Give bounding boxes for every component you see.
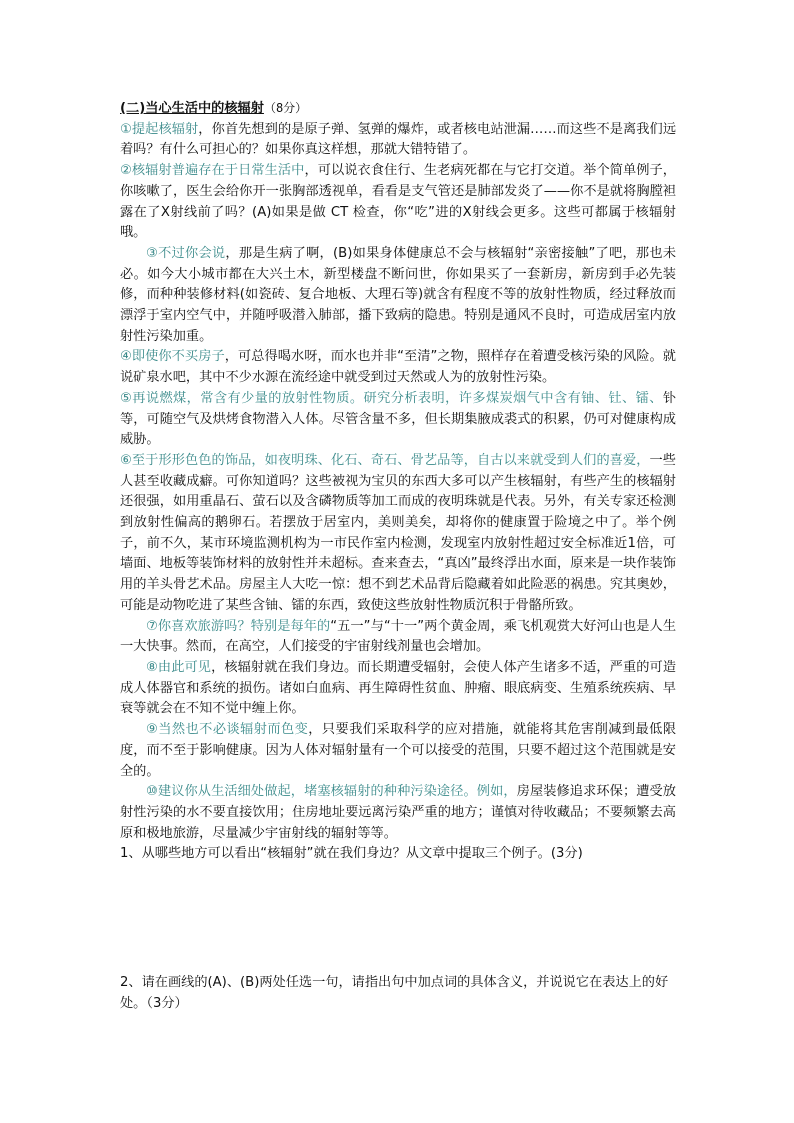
paragraph-4-lead: ④即使你不买房子 — [120, 349, 225, 365]
paragraph-9-lead: ⑨当然也不必谈辐射而色变 — [146, 722, 309, 738]
paragraph-2-lead: ②核辐射普遍存在于日常生活中 — [120, 163, 305, 179]
paragraph-6 — [120, 451, 676, 617]
paragraph-4 — [120, 347, 676, 388]
paragraph-9 — [120, 720, 676, 782]
paragraph-2 — [120, 161, 676, 244]
paragraph-5-rest: 钋等，可随空气及烘烤食物潜入人体。尽管含量不多，但长期集腋成裘式的积累，仍可对健康构成威胁。 — [120, 390, 676, 448]
paragraph-8-lead: ⑧由此可见 — [146, 659, 212, 675]
paragraph-7-rest: “五一”与“十一”两个黄金周，乘飞机观赏大好河山也是人生一大快事。然而，在高空，人们接受的宇宙射线剂量也会增加。 — [120, 618, 677, 655]
paragraph-10-lead: ⑩建议你从生活细处做起，堵塞核辐射的种种污染途径。例如， — [146, 784, 517, 800]
paragraph-6-lead: ⑥至于形形色色的饰品，如夜明珠、化石、奇石、骨艺品等，自古以来就受到人们的喜爱， — [120, 452, 650, 468]
paragraph-2-rest: ，可以说衣食住行、生老病死都在与它打交道。举个简单例子，你咳嗽了，医生会给你开一张胸部透视单，看看是支气管还是肺部发炎了——你不是就将胸膛袒露在了X射线前了吗？(A)如果是做 CT 检查，你“吃”进的X射线会更多。这些可都属于核辐射哦。 — [120, 163, 676, 241]
paragraph-8-rest: ，核辐射就在我们身边。而长期遭受辐射，会使人体产生诸多不适，严重的可造成人体器官和系统的损伤。诸如白血病、再生障碍性贫血、肿瘤、眼底病变、生殖系统疾病、早衰等就会在不知不觉中缠上你。 — [120, 659, 677, 717]
paragraph-8 — [120, 658, 676, 720]
paragraph-7 — [120, 617, 676, 658]
paragraph-9-rest: ，只要我们采取科学的应对措施，就能将其危害削减到最低限度，而不至于影响健康。因为人体对辐射量有一个可以接受的范围，只要不超过这个范围就是安全的。 — [120, 722, 677, 779]
paragraph-3-rest: ，那是生病了啊，(B)如果身体健康总不会与核辐射“亲密接触”了吧，那也未必。如今大小城市都在大兴土木，新型楼盘不断问世，你如果买了一套新房，新房到手必先装修，而种种装修材料(如瓷砖、复合地板、大理石等)就含有程度不等的放射性物质，经过释放而漂浮于室内空气中，并随呼吸潜入肺部，播下致病的隐患。特别是通风不良时，可造成居室内放射性污染加重。 — [120, 245, 677, 344]
paragraph-7-lead: ⑦你喜欢旅游吗？特别是每年的 — [146, 618, 331, 634]
paragraph-10 — [120, 782, 676, 844]
paragraph-1-lead: ①提起核辐射 — [120, 121, 199, 137]
section-title: (二)当心生活中的核辐射 — [120, 101, 264, 116]
paragraph-3-lead: ③不过你会说 — [146, 245, 226, 261]
section-heading — [120, 98, 676, 120]
paragraph-5-lead: ⑤再说燃煤，常含有少量的放射性物质。研究分析表明，许多煤炭烟气中含有铀、钍、镭、 — [120, 390, 663, 406]
paragraph-4-rest: ，可总得喝水呀，而水也并非“至清”之物，照样存在着遭受核污染的风险。就说矿泉水吧，其中不少水源在流经途中就受到过天然或人为的放射性污染。 — [120, 349, 676, 386]
paragraph-10-rest: 房屋装修追求环保；遭受放射性污染的水不要直接饮用；住房地址要远离污染严重的地方；谨慎对待收藏品；不要频繁去高原和极地旅游，尽量减少宇宙射线的辐射等等。 — [120, 784, 676, 841]
question-1: 1、从哪些地方可以看出“核辐射”就在我们身边？从文章中提取三个例子。(3分) — [120, 846, 583, 862]
paragraph-1 — [120, 120, 676, 161]
paragraph-3 — [120, 244, 676, 348]
section-score: （8分） — [263, 101, 308, 115]
paragraph-6-rest: 一些人甚至收藏成癖。可你知道吗？这些被视为宝贝的东西大多可以产生核辐射，有些产生的核辐射还很强，如用重晶石、萤石以及含磷物质等加工而成的夜明珠就是代表。另外，有关专家还检测到放射性偏高的鹅卵石。若摆放于居室内，美则美矣，却将你的健康置于险境之中了。举个例子，前不久，某市环境监测机构为一市民作室内检测，发现室内放射性超过安全标准近1倍，可墙面、地板等装饰材料的放射性并未超标。查来查去，“真凶”最终浮出水面，原来是一块作装饰用的羊头骨艺术品。房屋主人大吃一惊：想不到艺术品背后隐藏着如此险恶的祸患。究其奥妙，可能是动物吃进了某些含铀、镭的东西，致使这些放射性物质沉积于骨骼所致。 — [120, 452, 676, 613]
document-page — [120, 98, 676, 1014]
paragraph-5 — [120, 389, 676, 451]
question-2: 2、请在画线的(A)、(B)两处任选一句，请指出句中加点词的具体含义，并说说它在表达上的好处。（3分） — [120, 975, 669, 1011]
paragraph-1-rest: ，你首先想到的是原子弹、氢弹的爆炸，或者核电站泄漏……而这些不是离我们远着吗？有什么可担心的？如果你真这样想，那就大错特错了。 — [120, 121, 677, 158]
answer-space-1[interactable] — [120, 865, 676, 947]
